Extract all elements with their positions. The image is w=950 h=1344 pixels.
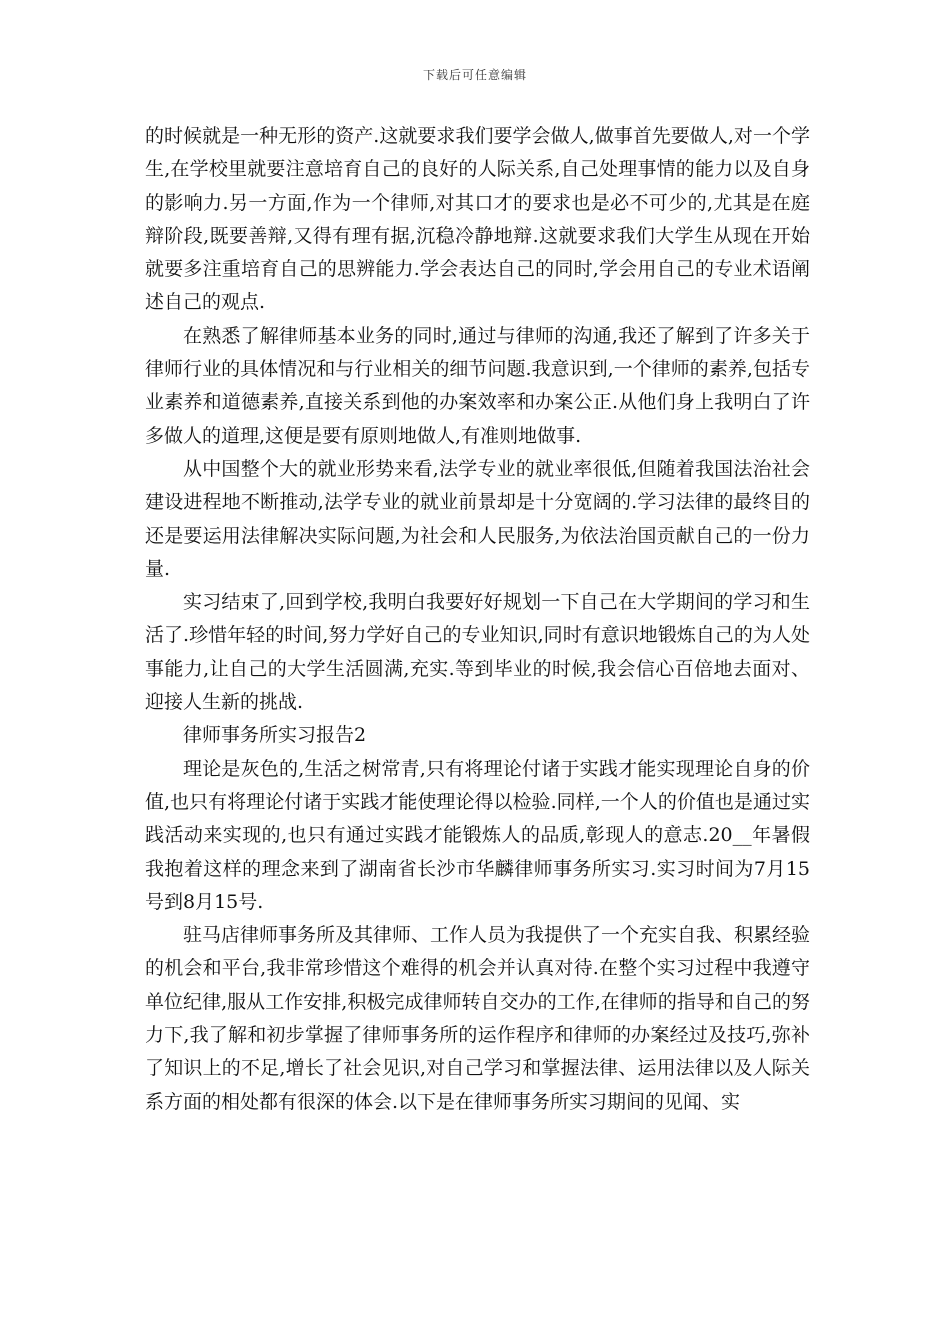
paragraph-continuation: 的时候就是一种无形的资产.这就要求我们要学会做人,做事首先要做人,对一个学生,在学校里就要注意培育自己的良好的人际关系,自己处理事情的能力以及自身的影响力.另一方面,作为一个律师,对其口才的要求也是必不可少的,尤其是在庭辩阶段,既要善辩,又得有理有据,沉稳冷静地辩.这就要求我们大学生从现在开始就要多注重培育自己的思辨能力.学会表达自己的同时,学会用自己的专业术语阐述自己的观点. bbox=[145, 125, 810, 314]
paragraph: 在熟悉了解律师基本业务的同时,通过与律师的沟通,我还了解到了许多关于律师行业的具体情况和与行业相关的细节问题.我意识到,一个律师的素养,包括专业素养和道德素养,直接关系到他的办案效率和办案公正.从他们身上我明白了许多做人的道理,这便是要有原则地做人,有准则地做事. bbox=[145, 324, 810, 447]
document-body bbox=[145, 120, 810, 1119]
paragraph: 从中国整个大的就业形势来看,法学专业的就业率很低,但随着我国法治社会建设进程地不断推动,法学专业的就业前景却是十分宽阔的.学习法律的最终目的还是要运用法律解决实际问题,为社会和人民服务,为依法治国贡献自己的一份力量. bbox=[145, 457, 810, 580]
paragraph: 驻马店律师事务所及其律师、工作人员为我提供了一个充实自我、积累经验的机会和平台,我非常珍惜这个难得的机会并认真对待.在整个实习过程中我遵守单位纪律,服从工作安排,积极完成律师转自交办的工作,在律师的指导和自己的努力下,我了解和初步掌握了律师事务所的运作程序和律师的办案经过及技巧,弥补了知识上的不足,增长了社会见识,对自己学习和掌握法律、运用法律以及人际关系方面的相处都有很深的体会.以下是在律师事务所实习期间的见闻、实 bbox=[145, 924, 811, 1113]
section-heading: 律师事务所实习报告2 bbox=[183, 724, 367, 747]
header-note: 下载后可任意编辑 bbox=[422, 68, 527, 82]
paragraph: 实习结束了,回到学校,我明白我要好好规划一下自己在大学期间的学习和生活了.珍惜年轻的时间,努力学好自己的专业知识,同时有意识地锻炼自己的为人处事能力,让自己的大学生活圆满,充实.等到毕业的时候,我会信心百倍地去面对、迎接人生新的挑战. bbox=[145, 591, 810, 714]
paragraph: 理论是灰色的,生活之树常青,只有将理论付诸于实践才能实现理论自身的价值,也只有将理论付诸于实践才能使理论得以检验.同样,一个人的价值也是通过实践活动来实现的,也只有通过实践才能锻炼人的品质,彰现人的意志.20__年暑假我抱着这样的理念来到了湖南省长沙市华麟律师事务所实习.实习时间为7月15号到8月15号. bbox=[145, 757, 810, 913]
